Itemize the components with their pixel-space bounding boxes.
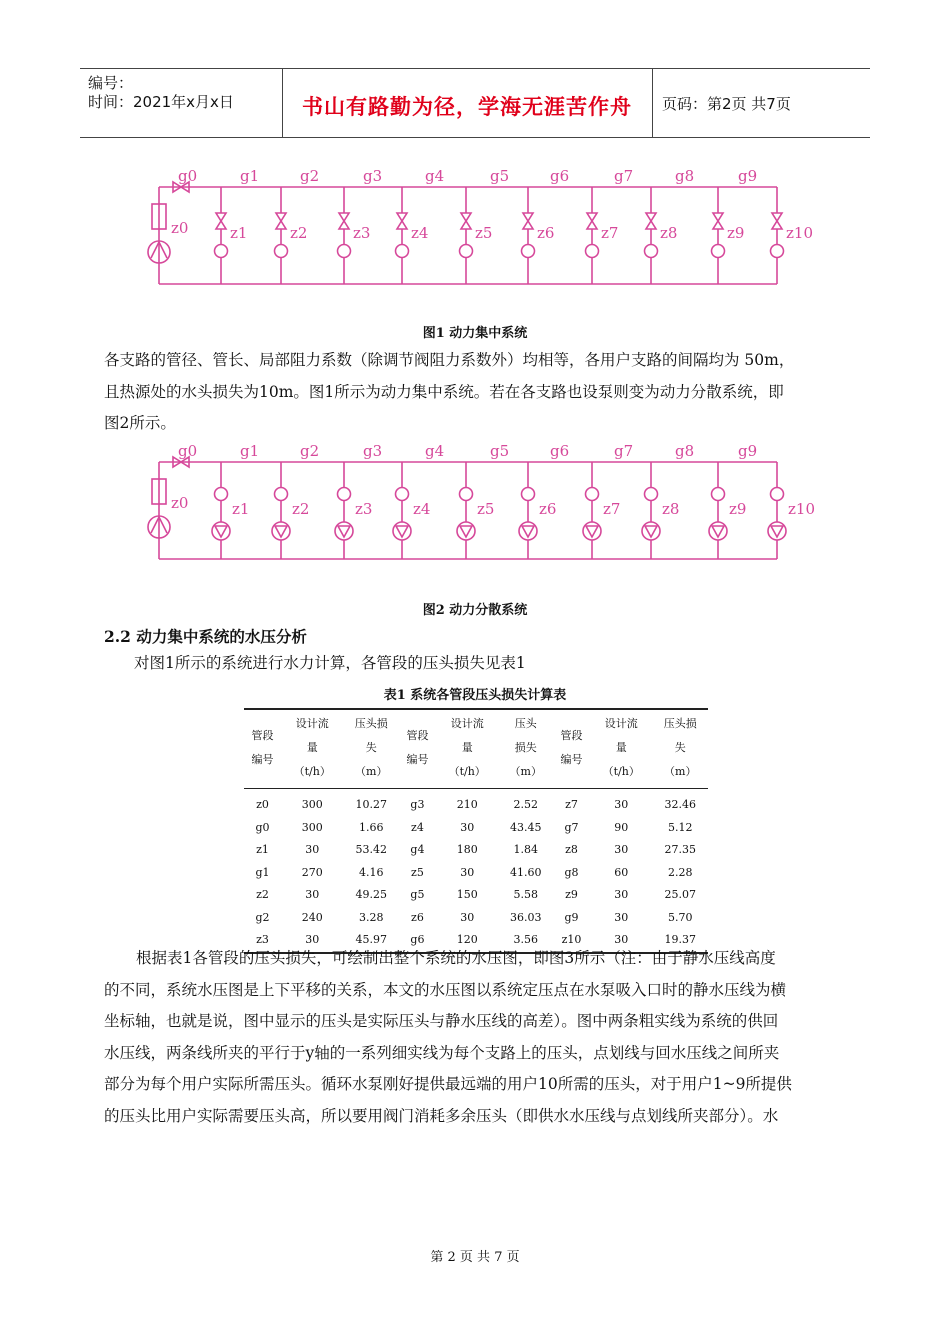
table-header-text: 压头损 xyxy=(354,717,388,730)
branch-node-label: z6 xyxy=(539,500,557,518)
paragraph-line: 的压头比用户实际需要压头高，所以要用阀门消耗多余压头（即供水水压线与点划线所夹部分）。水 xyxy=(104,1106,779,1125)
main-node-label: g9 xyxy=(738,167,758,185)
main-node-label: g7 xyxy=(614,167,634,185)
table-cell: 30 xyxy=(614,910,629,924)
table-cell: 30 xyxy=(614,798,629,811)
branch-node-label: z10 xyxy=(788,500,815,518)
table-header-text: 设计流 xyxy=(450,717,484,730)
user-heater-icon xyxy=(215,488,228,501)
main-node-label: g1 xyxy=(240,167,260,185)
main-node-label: g3 xyxy=(363,442,383,460)
table-cell: g1 xyxy=(255,865,270,879)
table-cell: 5.12 xyxy=(668,820,693,834)
table-header-text: 设计流 xyxy=(604,717,638,730)
table-header-row xyxy=(244,709,708,789)
figure-2-caption: 图2 动力分散系统 xyxy=(422,603,528,618)
branch-node-label: z5 xyxy=(477,500,495,518)
branch-node-label: z5 xyxy=(475,224,493,242)
table-header-text: 压头损 xyxy=(663,717,697,730)
table-cell: z4 xyxy=(411,820,424,834)
table-cell: 3.56 xyxy=(498,929,553,953)
table-row xyxy=(244,884,708,907)
table-header-cell xyxy=(344,709,399,789)
user-heater-icon xyxy=(460,245,473,258)
branch-node-label: z10 xyxy=(786,224,813,242)
header-motto: 书山有路勤为径，学海无涯苦作舟 xyxy=(302,94,632,119)
branch-node-label: z4 xyxy=(413,500,431,518)
table-cell: 270 xyxy=(301,865,323,879)
branch-valve-icon xyxy=(646,213,656,229)
user-heater-icon xyxy=(645,488,658,501)
table-header-cell xyxy=(399,709,436,789)
table-row xyxy=(244,817,708,840)
main-node-label: g0 xyxy=(178,442,198,460)
table-cell: 30 xyxy=(281,929,344,953)
user-heater-icon xyxy=(338,245,351,258)
branch-valve-icon xyxy=(276,213,286,229)
main-node-label: g4 xyxy=(425,167,445,185)
table-cell: 19.37 xyxy=(653,929,709,953)
table-header-text: 压头 xyxy=(514,717,537,730)
paragraph-line: 根据表1各管段的压头损失，可绘制出整个系统的水压图，即图3所示（注：由于静水压线高度 xyxy=(136,949,776,967)
user-heater-icon xyxy=(338,488,351,501)
table-cell: z10 xyxy=(553,929,590,953)
table-header-cell xyxy=(553,709,590,789)
user-heater-icon xyxy=(712,245,725,258)
table-body xyxy=(244,789,708,953)
table-cell: g9 xyxy=(564,910,579,924)
user-heater-icon xyxy=(275,245,288,258)
branch-valve-icon xyxy=(523,213,533,229)
table-cell: g5 xyxy=(410,888,425,901)
branch-valve-icon xyxy=(339,213,349,229)
branch-node-label: z6 xyxy=(537,224,555,242)
table-cell: 43.45 xyxy=(509,820,542,834)
main-node-label: g2 xyxy=(300,167,320,185)
table-cell: 150 xyxy=(456,888,478,901)
table-cell: 30 xyxy=(460,910,475,924)
branch-node-label: z7 xyxy=(603,500,621,518)
table-header-text: 量 xyxy=(615,741,627,754)
main-node-label: g5 xyxy=(490,167,510,185)
paragraph-line: 水压线，两条线所夹的平行于y轴的一系列细实线为每个支路上的压头，点划线与回水压线之间所夹 xyxy=(104,1043,780,1062)
table-cell: g4 xyxy=(410,843,425,856)
table-caption: 表1 系统各管段压头损失计算表 xyxy=(383,688,567,703)
user-heater-icon xyxy=(396,245,409,258)
head-loss-table xyxy=(244,708,708,954)
table-header-text: 管段 xyxy=(560,729,583,742)
table-cell: 60 xyxy=(614,865,629,879)
source-label: z0 xyxy=(171,494,189,512)
page-footer: 第 2 页 共 7 页 xyxy=(430,1250,520,1265)
table-header-cell xyxy=(590,709,653,789)
table-cell: 10.27 xyxy=(355,798,387,811)
table-header-text: 量 xyxy=(306,741,318,754)
table-cell: g0 xyxy=(255,820,270,834)
branch-node-label: z4 xyxy=(411,224,429,242)
table-cell: 4.16 xyxy=(358,865,384,879)
table-cell: z3 xyxy=(244,929,281,953)
paragraph-2 xyxy=(104,943,850,1132)
table-cell: 30 xyxy=(305,888,320,901)
branch-valve-icon xyxy=(772,213,782,229)
branch-node-label: z7 xyxy=(601,224,619,242)
table-header-cell xyxy=(244,709,281,789)
table-cell: 180 xyxy=(456,843,478,856)
table-row xyxy=(244,789,708,817)
branch-node-label: z2 xyxy=(290,224,308,242)
table-cell: 36.03 xyxy=(509,910,542,924)
table-cell: 30 xyxy=(614,888,629,901)
table-header-text: （m） xyxy=(664,765,697,778)
header-page-label: 页码：第2页 共7页 xyxy=(662,95,791,113)
table-cell: 210 xyxy=(456,798,478,811)
table-cell: 1.66 xyxy=(358,820,384,834)
table-header-cell xyxy=(281,709,344,789)
branch-node-label: z9 xyxy=(727,224,745,242)
user-heater-icon xyxy=(586,245,599,258)
table-cell: 2.28 xyxy=(668,865,693,879)
paragraph-line: 部分为每个用户实际所需压头。循环水泵刚好提供最远端的用户10所需的压头，对于用户1~9所提供 xyxy=(104,1075,792,1093)
table-header-text: 编号 xyxy=(560,753,583,766)
table-header-text: 量 xyxy=(461,741,473,754)
table-cell: 30 xyxy=(305,843,320,856)
table-cell: 3.28 xyxy=(358,910,384,924)
table-cell: 2.52 xyxy=(513,798,538,811)
user-heater-icon xyxy=(460,488,473,501)
branch-node-label: z1 xyxy=(232,500,250,518)
table-cell: 90 xyxy=(614,820,629,834)
table-cell: 30 xyxy=(614,843,629,856)
header-motto-cell xyxy=(282,69,653,137)
table-header-text: （m） xyxy=(509,765,542,778)
table-header-text: （t/h） xyxy=(448,765,486,778)
user-heater-icon xyxy=(712,488,725,501)
table-cell: 120 xyxy=(436,929,499,953)
table-header-cell xyxy=(436,709,499,789)
doc-number-label: 编号： xyxy=(88,74,134,92)
main-node-label: g2 xyxy=(300,442,320,460)
table-header-cell xyxy=(498,709,553,789)
table-cell: 30 xyxy=(460,865,475,879)
figure-1-diagram xyxy=(150,163,813,293)
table-row xyxy=(244,839,708,862)
table-header-text: 损失 xyxy=(514,741,537,754)
table-header-text: （t/h） xyxy=(293,765,331,778)
header-info-cell xyxy=(80,69,283,137)
branch-valve-icon xyxy=(397,213,407,229)
table-cell: 1.84 xyxy=(513,843,538,856)
table-cell: 25.07 xyxy=(664,888,696,901)
user-heater-icon xyxy=(645,245,658,258)
paragraph-line: 坐标轴，也就是说，图中显示的压头是实际压头与静水压线的高差）。图中两条粗实线为系统的供回 xyxy=(104,1012,779,1030)
table-cell: z6 xyxy=(411,910,424,924)
main-node-label: g1 xyxy=(240,442,260,460)
main-node-label: g6 xyxy=(550,442,570,460)
page-header xyxy=(80,68,870,138)
branch-valve-icon xyxy=(461,213,471,229)
table-cell: 5.58 xyxy=(513,888,538,901)
source-label: z0 xyxy=(171,219,189,237)
user-heater-icon xyxy=(771,488,784,501)
main-node-label: g9 xyxy=(738,442,758,460)
table-header-text: 管段 xyxy=(251,729,274,742)
table-cell: 45.97 xyxy=(344,929,399,953)
main-node-label: g5 xyxy=(490,442,510,460)
table-cell: 49.25 xyxy=(355,888,387,901)
branch-node-label: z8 xyxy=(662,500,680,518)
branch-valve-icon xyxy=(713,213,723,229)
table-header-text: 编号 xyxy=(406,753,429,766)
table-header-text: 编号 xyxy=(251,753,274,766)
section-heading: 2.2 动力集中系统的水压分析 xyxy=(104,627,307,646)
table-header-text: （t/h） xyxy=(602,765,640,778)
paragraph-1 xyxy=(104,345,850,440)
table-cell: g8 xyxy=(564,865,579,879)
paragraph-line: 且热源处的水头损失为10m。图1所示为动力集中系统。若在各支路也设泵则变为动力分散系统，即 xyxy=(104,382,784,401)
paragraph-line: 图2所示。 xyxy=(104,414,176,432)
branch-node-label: z3 xyxy=(355,500,373,518)
table-cell: g3 xyxy=(410,798,425,811)
table-header-text: 设计流 xyxy=(295,717,329,730)
user-heater-icon xyxy=(586,488,599,501)
branch-node-label: z9 xyxy=(729,500,747,518)
user-heater-icon xyxy=(522,488,535,501)
table-cell: 30 xyxy=(590,929,653,953)
table-cell: 53.42 xyxy=(355,843,387,856)
paragraph-line: 各支路的管径、管长、局部阻力系数（除调节阀阻力系数外）均相等，各用户支路的间隔均为 50m， xyxy=(104,351,795,369)
branch-valve-icon xyxy=(587,213,597,229)
table-cell: z2 xyxy=(256,888,269,901)
main-node-label: g7 xyxy=(614,442,634,460)
table-row xyxy=(244,907,708,930)
table-cell: 27.35 xyxy=(664,843,696,856)
branch-node-label: z1 xyxy=(230,224,248,242)
main-node-label: g3 xyxy=(363,167,383,185)
table-cell: z7 xyxy=(565,798,578,811)
branch-node-label: z2 xyxy=(292,500,310,518)
user-heater-icon xyxy=(275,488,288,501)
table-cell: 32.46 xyxy=(664,798,696,811)
table-cell: z0 xyxy=(256,798,269,811)
section-intro: 对图1所示的系统进行水力计算，各管段的压头损失见表1 xyxy=(134,654,526,672)
branch-valve-icon xyxy=(216,213,226,229)
main-node-label: g4 xyxy=(425,442,445,460)
figure-1-caption: 图1 动力集中系统 xyxy=(422,326,528,341)
table-header-text: （m） xyxy=(355,765,388,778)
table-cell: g6 xyxy=(399,929,436,953)
branch-node-label: z8 xyxy=(660,224,678,242)
user-heater-icon xyxy=(771,245,784,258)
table-cell: z8 xyxy=(565,843,578,856)
table-header-text: 管段 xyxy=(406,729,429,742)
table-cell: g7 xyxy=(564,820,579,834)
main-node-label: g6 xyxy=(550,167,570,185)
user-heater-icon xyxy=(396,488,409,501)
branch-node-label: z3 xyxy=(353,224,371,242)
main-node-label: g0 xyxy=(178,167,198,185)
table-header-text: 失 xyxy=(674,741,686,754)
figure-2-diagram xyxy=(150,438,815,568)
table-cell: z1 xyxy=(256,843,269,856)
table-cell: 5.70 xyxy=(668,910,693,924)
table-cell: 41.60 xyxy=(509,865,542,879)
table-cell: 300 xyxy=(301,798,323,811)
header-page-cell xyxy=(652,69,870,137)
user-heater-icon xyxy=(215,245,228,258)
main-node-label: g8 xyxy=(675,442,695,460)
table-row xyxy=(244,862,708,885)
user-heater-icon xyxy=(522,245,535,258)
table-cell: 300 xyxy=(301,820,323,834)
table-cell: 30 xyxy=(460,820,475,834)
main-node-label: g8 xyxy=(675,167,695,185)
table-cell: 240 xyxy=(301,910,323,924)
table-header-text: 失 xyxy=(365,741,377,754)
table-header-cell xyxy=(653,709,709,789)
table-cell: g2 xyxy=(255,910,270,924)
doc-time-label: 时间：2021年x月x日 xyxy=(88,93,234,111)
table-cell: z9 xyxy=(565,888,578,901)
paragraph-line: 的不同，系统水压图是上下平移的关系，本文的水压图以系统定压点在水泵吸入口时的静水压线为横 xyxy=(104,980,787,999)
table-cell: z5 xyxy=(411,865,424,879)
